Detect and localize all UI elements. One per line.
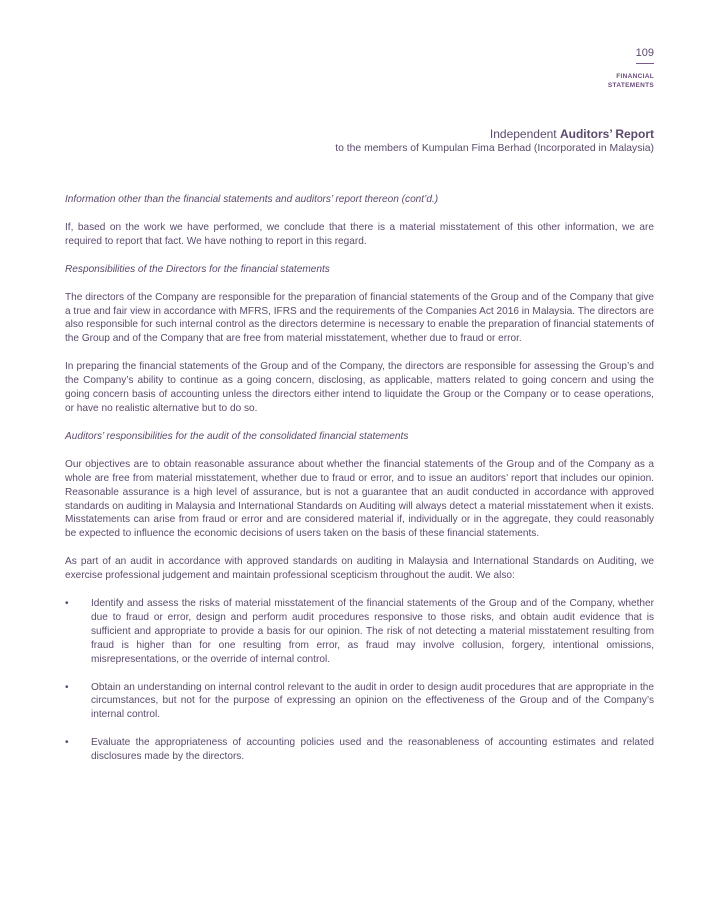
bullet-text: Evaluate the appropriateness of accounting policies used and the reasonableness of accounting estimates and related disclosures made by the directors. bbox=[91, 737, 654, 763]
section-label-line1: FINANCIAL bbox=[616, 73, 654, 80]
heading-auditors-responsibilities: Auditors’ responsibilities for the audit of the consolidated financial statements bbox=[65, 430, 409, 442]
page-number: 109 bbox=[635, 47, 654, 59]
bullet-icon: • bbox=[65, 598, 69, 610]
bullet-icon: • bbox=[65, 737, 69, 749]
paragraph-directors-2: In preparing the financial statements of the Group and of the Company, the directors are responsible for assessing the Group’s and the Company’s ability to continue as a going concern, disclosing, as applicable, matters related to going concern and using the going concern basis of accounting unless the directors either intend to liquidate the Group or the Company or to cease operations, or have no realistic alternative but to do so. bbox=[65, 361, 654, 414]
report-title bbox=[490, 127, 654, 141]
paragraph-directors-1: The directors of the Company are responsible for the preparation of financial statements of the Group and of the Company that give a true and fair view in accordance with MFRS, IFRS and the requirements of the Companies Act 2016 in Malaysia. The directors are also responsible for such internal control as the directors determine is necessary to enable the preparation of financial statements of the Group and of the Company that are free from material misstatement, whether due to fraud or error. bbox=[65, 291, 654, 345]
bullet-item-accounting-policies bbox=[65, 736, 654, 764]
bullet-item-internal-control bbox=[65, 681, 654, 723]
bullet-text: Obtain an understanding on internal control relevant to the audit in order to design audit procedures that are appropriate in the circumstances, but not for the purpose of expressing an opinion on the effectiveness of the Group and of the Company’s internal control. bbox=[91, 681, 654, 721]
heading-other-information: Information other than the financial statements and auditors’ report thereon (cont’d.) bbox=[65, 194, 439, 205]
report-subtitle: to the members of Kumpulan Fima Berhad (Incorporated in Malaysia) bbox=[335, 143, 654, 154]
section-label-line2: STATEMENTS bbox=[607, 82, 654, 89]
bullet-icon: • bbox=[65, 681, 69, 693]
heading-directors-responsibilities: Responsibilities of the Directors for the financial statements bbox=[65, 263, 330, 275]
bullet-item-identify-risks bbox=[65, 597, 654, 667]
report-body bbox=[65, 193, 654, 778]
report-title-bold: Auditors’ Report bbox=[559, 127, 654, 141]
report-title-regular: Independent bbox=[489, 127, 560, 141]
paragraph-misstatement: If, based on the work we have performed, we conclude that there is a material misstatement of this other information, we are required to report that fact. We have nothing to report in this regard. bbox=[65, 221, 654, 247]
paragraph-auditors-1: Our objectives are to obtain reasonable assurance about whether the financial statements of the Group and of the Company as a whole are free from material misstatement, whether due to fraud or error, and to issue an auditors’ report that includes our opinion. Reasonable assurance is a high level of assurance, but is not a guarantee that an audit conducted in accordance with approved standards on auditing in Malaysia and International Standards on Auditing will always detect a material misstatement when it exists. Misstatements can arise from fraud or error and are considered material if, individually or in the aggregate, they could reasonably be expected to influence the economic decisions of users taken on the basis of these financial statements. bbox=[65, 458, 654, 540]
paragraph-auditors-2: As part of an audit in accordance with approved standards on auditing in Malaysia and International Standards on Auditing, we exercise professional judgement and maintain professional scepticism throughout the audit. We also: bbox=[65, 556, 654, 582]
section-label bbox=[608, 72, 654, 90]
bullet-text: Identify and assess the risks of material misstatement of the financial statements of the Group and of the Company, whether due to fraud or error, design and perform audit procedures responsive to those risks, and obtain audit evidence that is sufficient and appropriate to provide a basis for our opinion. The risk of not detecting a material misstatement resulting from fraud is higher than for one resulting from error, as fraud may involve collusion, forgery, intentional omissions, misrepresentations, or the override of internal control. bbox=[91, 598, 654, 665]
page-number-rule bbox=[636, 63, 654, 64]
